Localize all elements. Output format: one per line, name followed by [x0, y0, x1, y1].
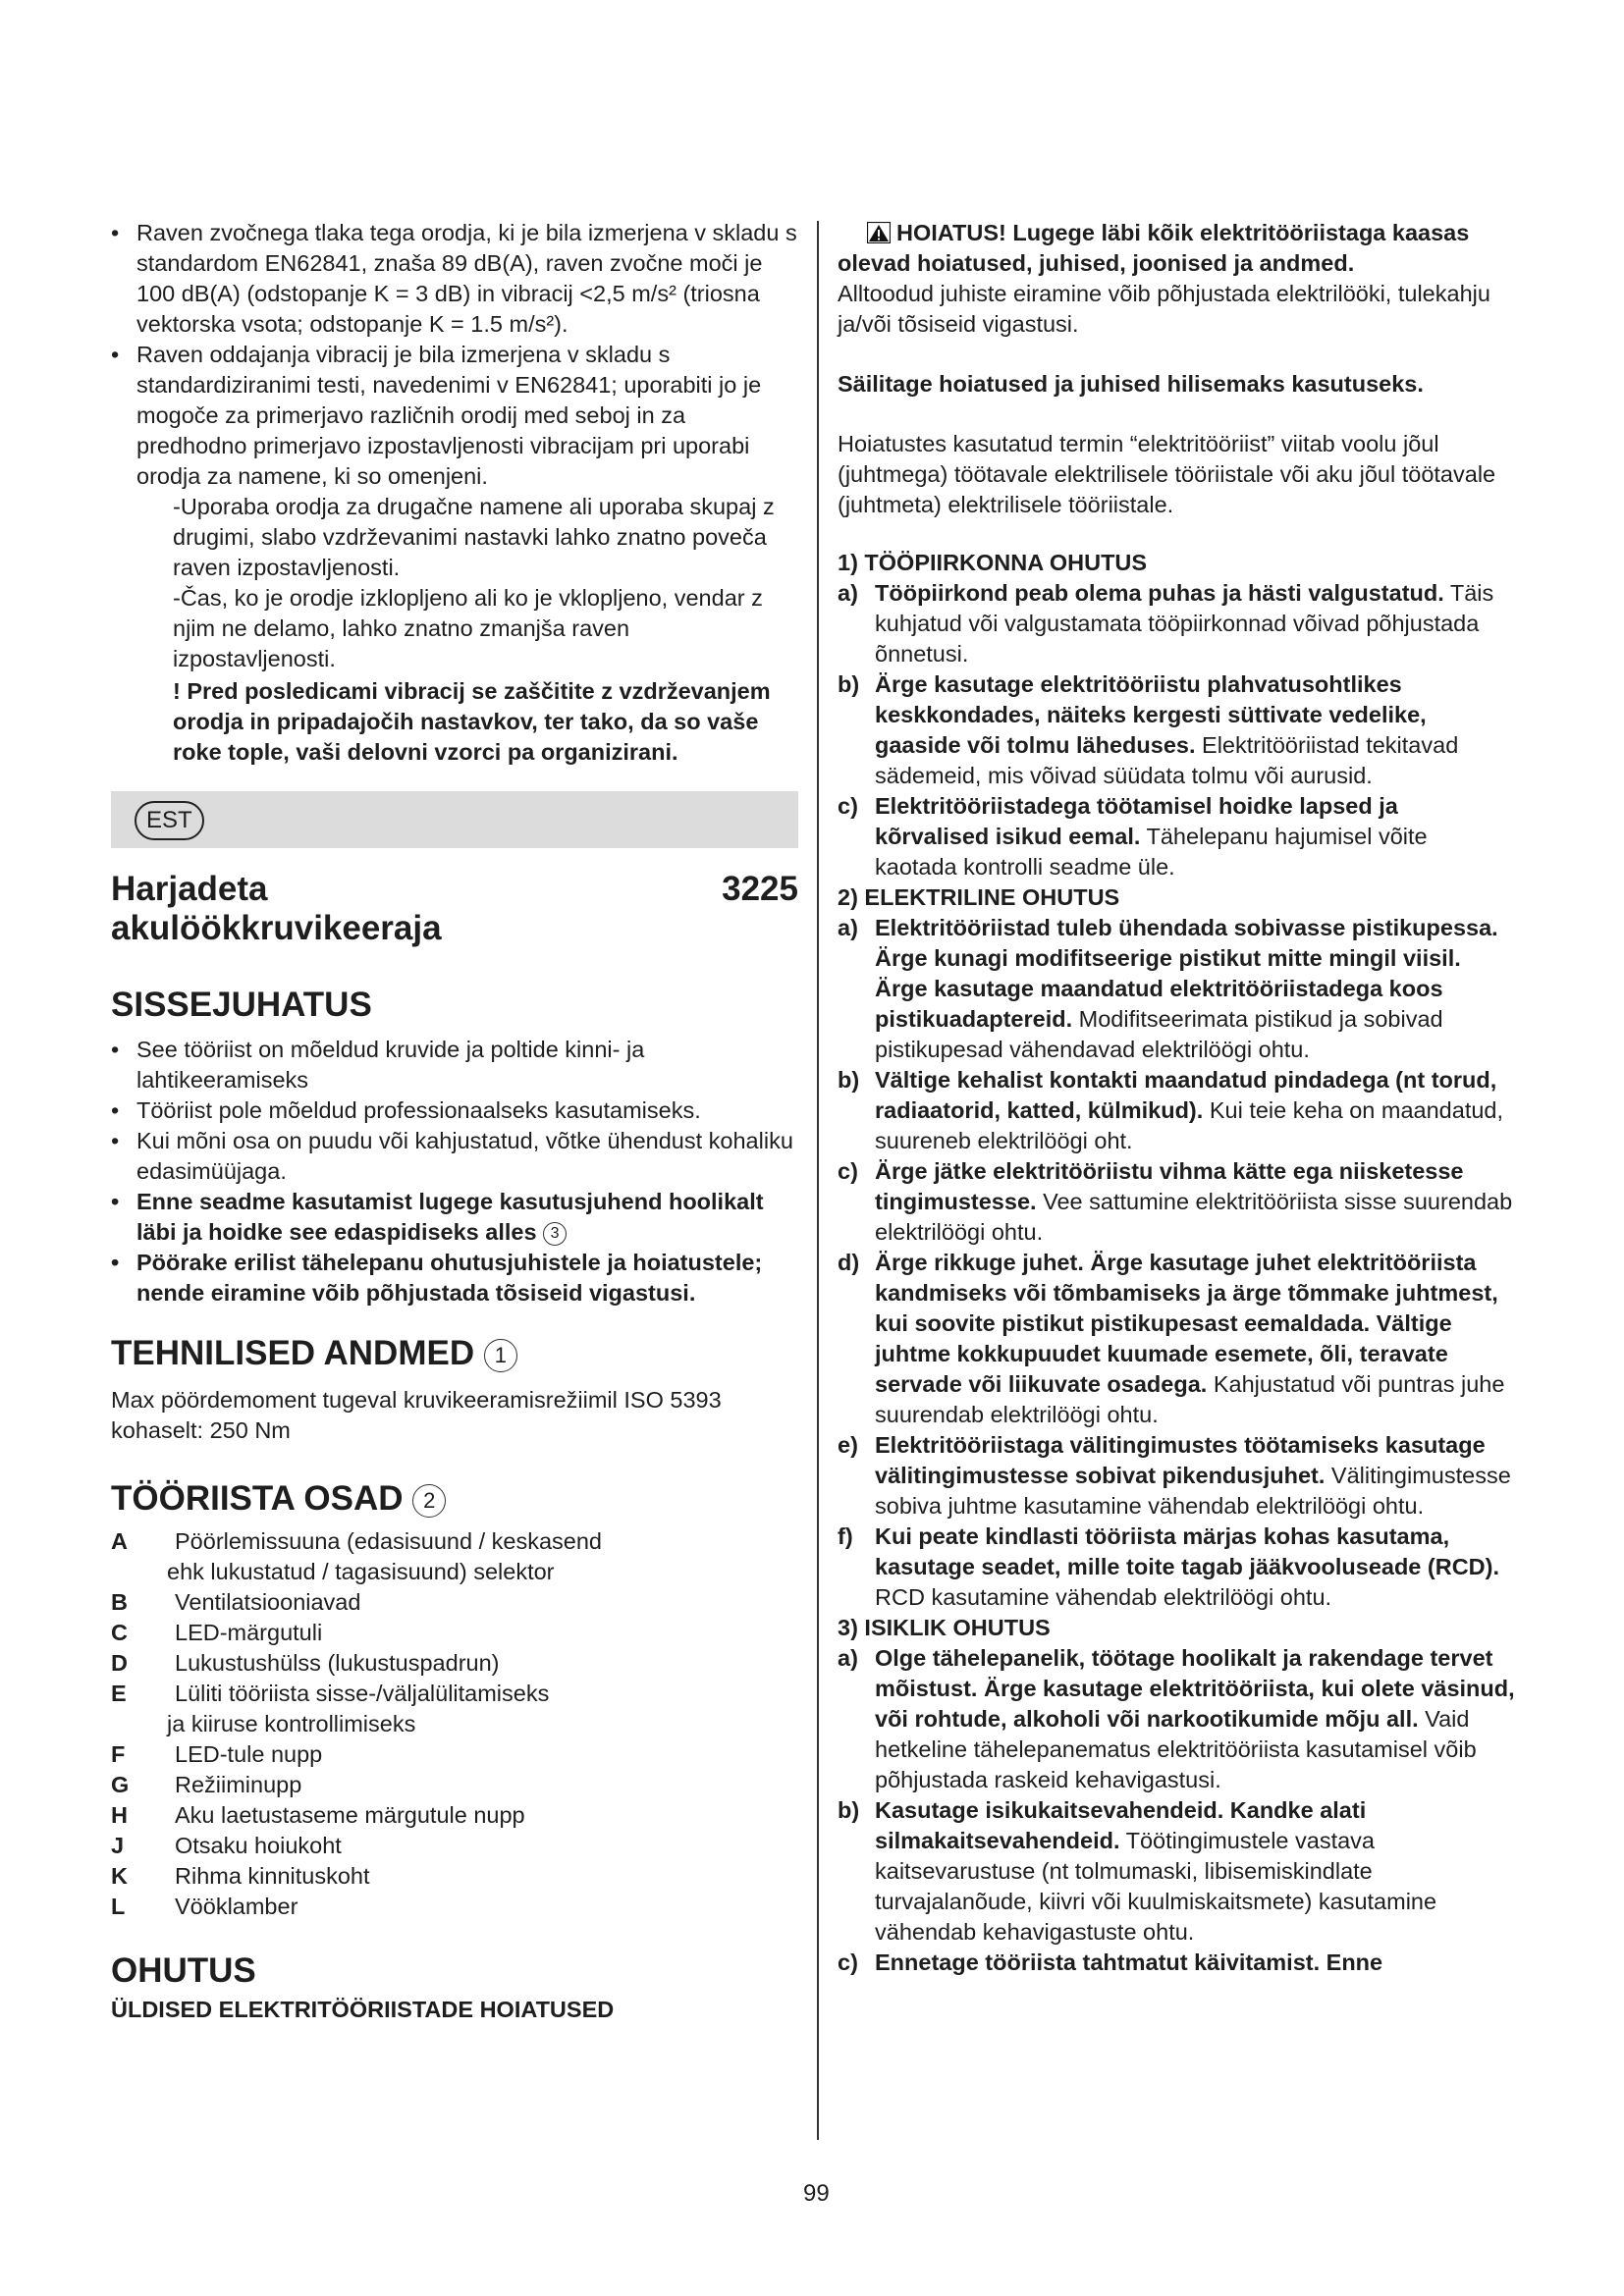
part-key: B	[111, 1589, 128, 1615]
part-label: Vööklamber	[175, 1894, 298, 1919]
rule-2e: e) Elektritööriistaga välitingimustes töötamiseks kasutage välitingimustesse sobivat pikendusjuhet. Välitingimustesse sobiva juhtme kasutamine vähendab elektrilöögi ohtu.	[838, 1432, 1511, 1519]
product-title	[111, 870, 798, 948]
part-label: Otsaku hoiukoht	[175, 1833, 342, 1858]
rule-bold: Kui peate kindlasti tööriista märjas kohas kasutama, kasutage seadet, mille toite tagab jääkvooluseade (RCD).	[875, 1523, 1500, 1579]
part-label: LED-märgutuli	[175, 1620, 323, 1645]
column-divider	[817, 221, 819, 2140]
rule-2a: a) Elektritööriistad tuleb ühendada sobivasse pistikupessa. Ärge kunagi modifitseerige pistikut mitte mingil viisil. Ärge kasutage maandatud elektritööriistadega koos pistikuadaptereid. Modifitseerimata pistikud ja sobivad pistikupesad vähendavad elektrilöögi ohtu.	[838, 915, 1498, 1062]
ref-circle-1: 1	[484, 1339, 517, 1372]
rule-bold: Elektritööriistad tuleb ühendada sobivasse pistikupessa. Ärge kunagi modifitseerige pistikut mitte mingil viisil. Ärge kasutage maandatud elektritööriistadega koos pistikuadaptereid.	[875, 915, 1498, 1032]
part-label: LED-tule nupp	[175, 1741, 323, 1767]
rule-bold: Kasutage isikukaitsevahendeid. Kandke alati silmakaitsevahendeid.	[875, 1797, 1367, 1853]
intro-bold-bullet-1	[111, 1187, 798, 1248]
rule-bold: Ärge kasutage elektritööriistu plahvatusohtlikes keskkondades, näiteks kergesti süttivate vedelike, gaaside või tolmu läheduses.	[875, 671, 1427, 758]
rule-text: Tähelepanu hajumisel võite kaotada kontrolli seadme üle.	[875, 824, 1428, 880]
part-label-cont: ja kiiruse kontrollimiseks	[167, 1711, 416, 1736]
part-row	[111, 1618, 798, 1648]
rule-bold: Olge tähelepanelik, töötage hoolikalt ja rakendage tervet mõistust. Ärge kasutage elektritööriista, kui olete väsinud, või rohtude, alkoholi või narkootikumide mõju all.	[875, 1645, 1515, 1732]
rule-3c: c) Ennetage tööriista tahtmatut käivitamist. Enne	[838, 1949, 1383, 1975]
part-row	[111, 1861, 798, 1892]
term-definition: Hoiatustes kasutatud termin “elektritööriist” viitab voolu jõul (juhtmega) töötavale elektrilisele tööriistale või aku jõul töötavale (juhtmeta) elektrilisele tööriistale.	[838, 431, 1496, 517]
part-row	[111, 1831, 798, 1861]
model-number: 3225	[722, 870, 798, 908]
part-label: Režiiminupp	[175, 1772, 302, 1797]
language-band	[111, 791, 798, 848]
rule-2f: f) Kui peate kindlasti tööriista märjas kohas kasutama, kasutage seadet, mille toite tagab jääkvooluseade (RCD). RCD kasutamine vähendab elektrilöögi ohtu.	[838, 1523, 1500, 1610]
rule-bold: Elektritööriistadega töötamisel hoidke lapsed ja kõrvalised isikud eemal.	[875, 793, 1398, 849]
keep-instructions: Säilitage hoiatused ja juhised hilisemaks kasutuseks.	[838, 371, 1424, 397]
rule-text: Elektritööriistad tekitavad sädemeid, mis võivad süüdata tolmu või aurusid.	[875, 732, 1459, 788]
tech-heading-text: TEHNILISED ANDMED	[111, 1334, 475, 1372]
rule-text: Täis kuhjatud või valgustamata tööpiirkonnad võivad põhjustada õnnetusi.	[875, 580, 1494, 667]
rule-2c: c) Ärge jätke elektritööriistu vihma kätte ega niisketesse tingimustesse. Vee sattumine elektritööriista sisse suurendab elektrilöögi ohtu.	[838, 1158, 1513, 1245]
rule-text: Vee sattumine elektritööriista sisse suurendab elektrilöögi ohtu.	[875, 1189, 1513, 1245]
part-key: G	[111, 1772, 130, 1797]
part-label: Rihma kinnituskoht	[175, 1863, 370, 1889]
rule-text: RCD kasutamine vähendab elektrilöögi ohtu.	[875, 1584, 1332, 1610]
part-key: F	[111, 1741, 126, 1767]
warning-block	[838, 218, 1515, 279]
warning-bold: HOIATUS! Lugege läbi kõik elektritööriistaga kaasas olevad hoiatused, juhised, joonised ja andmed.	[838, 220, 1470, 276]
left-column	[111, 218, 798, 2025]
part-row	[111, 1739, 798, 1770]
tech-text: Max pöördemoment tugeval kruvikeeramisrežiimil ISO 5393 kohaselt: 250 Nm	[111, 1387, 722, 1443]
rule-text: Välitingimustesse sobiva juhtme kasutamine vähendab elektrilöögi ohtu.	[875, 1463, 1511, 1519]
intro-bullet-2: • Tööriist pole mõeldud professionaalseks kasutamiseks.	[111, 1095, 798, 1126]
rule-1c: c) Elektritööriistadega töötamisel hoidke lapsed ja kõrvalised isikud eemal. Tähelepanu hajumisel võite kaotada kontrolli seadme üle.	[838, 793, 1428, 880]
tech-heading	[111, 1334, 798, 1373]
rule-bold: Ärge rikkuge juhet. Ärge kasutage juhet elektritööriista kandmiseks või tõmbamiseks ja ärge tõmmake juhtmest, kui soovite pistikut pistikupesast eemaldada. Vältige juhtme kokkupuudet kuumade esemete, õli, teravate servade või liikuvate osadega.	[875, 1250, 1498, 1397]
part-key: L	[111, 1894, 126, 1919]
ref-circle-3: 3	[543, 1222, 567, 1246]
intro-bold-1-text: Enne seadme kasutamist lugege kasutusjuhend hoolikalt läbi ja hoidke see edaspidiseks alles	[136, 1189, 764, 1245]
rule-text: Kahjustatud või puntras juhe suurendab elektrilöögi ohtu.	[875, 1371, 1505, 1427]
safety-heading: OHUTUS	[111, 1951, 256, 1990]
part-row	[111, 1648, 798, 1679]
rule-2b: b) Vältige kehalist kontakti maandatud pindadega (nt torud, radiaatorid, katted, külmikud). Kui teie keha on maandatud, suureneb elektrilöögi oht.	[838, 1067, 1504, 1153]
safety-subheading: ÜLDISED ELEKTRITÖÖRIISTADE HOIATUSED	[111, 1997, 615, 2022]
intro-bullet-3: • Kui mõni osa on puudu või kahjustatud, võtke ühendust kohaliku edasimüüjaga.	[111, 1126, 798, 1187]
part-row	[111, 1587, 798, 1618]
rule-bold: Elektritööriistaga välitingimustes töötamiseks kasutage välitingimustesse sobivat pikendusjuhet.	[875, 1432, 1486, 1488]
part-key: C	[111, 1620, 128, 1645]
title-line-1: Harjadeta	[111, 870, 268, 908]
warning-icon	[867, 222, 891, 243]
part-key: A	[111, 1528, 128, 1554]
page-number: 99	[803, 2180, 830, 2207]
part-row	[111, 1892, 798, 1922]
ref-circle-2: 2	[412, 1484, 446, 1518]
rule-text: Kui teie keha on maandatud, suureneb elektrilöögi oht.	[875, 1097, 1504, 1153]
part-key: H	[111, 1802, 128, 1828]
part-key: K	[111, 1863, 128, 1889]
language-badge: EST	[135, 801, 204, 840]
part-row	[111, 1526, 798, 1557]
rule-1b: b) Ärge kasutage elektritööriistu plahvatusohtlikes keskkondades, näiteks kergesti süttivate vedelike, gaaside või tolmu läheduses. Elektritööriistad tekitavad sädemeid, mis võivad süüdata tolmu või aurusid.	[838, 671, 1459, 788]
rule-bold: Vältige kehalist kontakti maandatud pindadega (nt torud, radiaatorid, katted, külmikud).	[875, 1067, 1497, 1123]
part-label: Aku laetustaseme märgutule nupp	[175, 1802, 525, 1828]
rule-2d: d) Ärge rikkuge juhet. Ärge kasutage juhet elektritööriista kandmiseks või tõmbamiseks ja ärge tõmmake juhtmest, kui soovite pistikut pistikupesast eemaldada. Vältige juhtme kokkupuudet kuumade esemete, õli, teravate servade või liikuvate osadega. Kahjustatud või puntras juhe suurendab elektrilöögi ohtu.	[838, 1250, 1505, 1427]
vibration-sub-bold: ! Pred posledicami vibracij se zaščitite z vzdrževanjem orodja in pripadajočih nastavkov, ter tako, da so vaše roke tople, vaši delovni vzorci pa organizirani.	[173, 678, 771, 765]
part-key: D	[111, 1650, 128, 1676]
part-key: E	[111, 1681, 127, 1706]
part-label: Pöörlemissuuna (edasisuund / keskasend	[175, 1528, 603, 1554]
section-2-heading: 2) ELEKTRILINE OHUTUS	[838, 884, 1120, 910]
warning-text: Alltoodud juhiste eiramine võib põhjustada elektrilööki, tulekahju ja/või tõsiseid vigastusi.	[838, 281, 1490, 337]
part-row	[111, 1679, 798, 1709]
title-line-2: akulöökkruvikeeraja	[111, 909, 442, 947]
rule-1a: a) Tööpiirkond peab olema puhas ja hästi valgustatud. Täis kuhjatud või valgustamata tööpiirkonnad võivad põhjustada õnnetusi.	[838, 580, 1494, 667]
vibration-bullet-2: • Raven oddajanja vibracij je bila izmerjena v skladu s standardiziranimi testi, navedenimi v EN62841; uporabiti jo je mogoče za primerjavo različnih orodij med seboj in za predhodno primerjavo izpostavljenosti vibracijam pri uporabi orodja za namene, ki so omenjeni.	[111, 340, 798, 492]
section-3-heading: 3) ISIKLIK OHUTUS	[838, 1615, 1051, 1640]
rule-bold: Ennetage tööriista tahtmatut käivitamist. Enne	[875, 1949, 1383, 1975]
vibration-bullet-1: • Raven zvočnega tlaka tega orodja, ki je bila izmerjena v skladu s standardom EN62841, znaša 89 dB(A), raven zvočne moči je 100 dB(A) (odstopanje K = 3 dB) in vibracij <2,5 m/s² (triosna vektorska vsota; odstopanje K = 1.5 m/s²).	[111, 218, 798, 340]
parts-heading-text: TÖÖRIISTA OSAD	[111, 1479, 404, 1518]
rule-bold: Tööpiirkond peab olema puhas ja hästi valgustatud.	[875, 580, 1444, 606]
vibration-sub-1: -Uporaba orodja za drugačne namene ali uporaba skupaj z drugimi, slabo vzdrževanimi nastavki lahko znatno poveča raven izpostavljenosti.	[173, 494, 775, 580]
rule-bold: Ärge jätke elektritööriistu vihma kätte ega niisketesse tingimustesse.	[875, 1158, 1464, 1214]
parts-heading	[111, 1479, 798, 1519]
intro-bold-bullet-2: • Pöörake erilist tähelepanu ohutusjuhistele ja hoiatustele; nende eiramine võib põhjustada tõsiseid vigastusi.	[111, 1248, 798, 1308]
section-1-heading: 1) TÖÖPIIRKONNA OHUTUS	[838, 550, 1148, 575]
part-row	[111, 1800, 798, 1831]
part-key: J	[111, 1833, 125, 1858]
parts-list	[111, 1526, 798, 1922]
rule-3b: b) Kasutage isikukaitsevahendeid. Kandke alati silmakaitsevahendeid. Töötingimustele vastava kaitsevarustuse (nt tolmumaski, libisemiskindlate turvajalanõude, kiivri või kuulmiskaitsmete) kasutamine vähendab kehavigastuste ohtu.	[838, 1797, 1437, 1945]
part-label: Ventilatsiooniavad	[175, 1589, 361, 1615]
rule-text: Töötingimustele vastava kaitsevarustuse (nt tolmumaski, libisemiskindlate turvajalanõude, kiivri või kuulmiskaitsmete) kasutamine vähendab kehavigastuste ohtu.	[875, 1828, 1437, 1945]
part-row	[111, 1770, 798, 1800]
intro-bullet-1: • See tööriist on mõeldud kruvide ja poltide kinni- ja lahtikeeramiseks	[111, 1035, 798, 1095]
rule-text: Vaid hetkeline tähelepanematus elektritööriista kasutamisel võib põhjustada raskeid kehavigastusi.	[875, 1706, 1477, 1792]
right-column	[838, 218, 1515, 1978]
part-label-cont: ehk lukustatud / tagasisuund) selektor	[167, 1559, 555, 1584]
rule-text: Modifitseerimata pistikud ja sobivad pistikupesad vähendavad elektrilöögi ohtu.	[875, 1006, 1443, 1062]
vibration-sub-2: -Čas, ko je orodje izklopljeno ali ko je vklopljeno, vendar z njim ne delamo, lahko znatno zmanjša raven izpostavljenosti.	[173, 585, 763, 671]
rule-3a: a) Olge tähelepanelik, töötage hoolikalt ja rakendage tervet mõistust. Ärge kasutage elektritööriista, kui olete väsinud, või rohtude, alkoholi või narkootikumide mõju all. Vaid hetkeline tähelepanematus elektritööriista kasutamisel võib põhjustada raskeid kehavigastusi.	[838, 1645, 1515, 1792]
part-label: Lüliti tööriista sisse-/väljalülitamiseks	[175, 1681, 550, 1706]
intro-heading: SISSEJUHATUS	[111, 986, 372, 1024]
part-label: Lukustushülss (lukustuspadrun)	[175, 1650, 500, 1676]
